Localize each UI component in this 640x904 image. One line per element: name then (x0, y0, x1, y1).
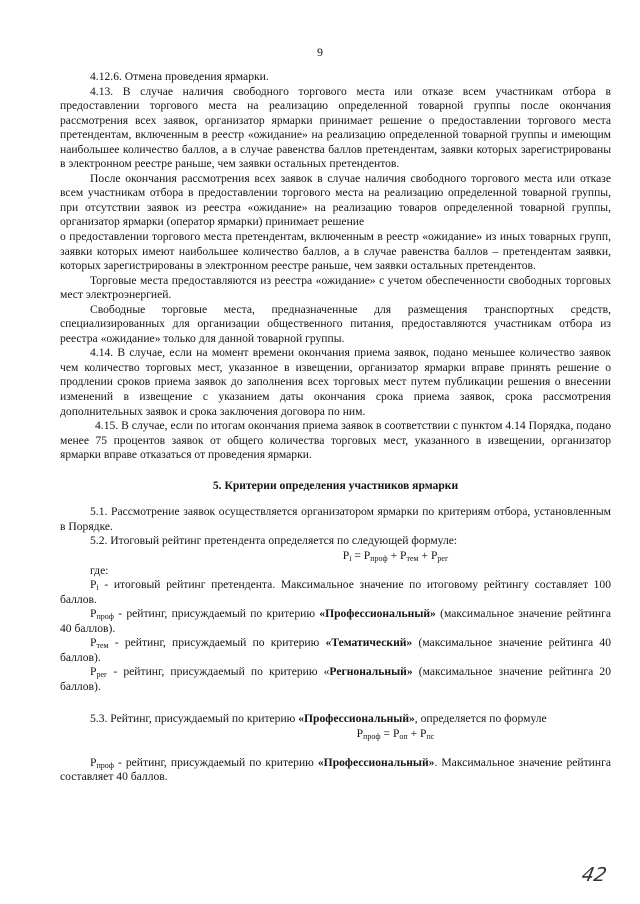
definition-p-i: $P_i$ - итоговый рейтинг претендента. Максимальное значение по итоговому рейтингу составляет 100 баллов. (60, 578, 611, 606)
paragraph-torg: Торговые места предоставляются из реестра «ожидание» с учетом обеспеченности свободных торговых мест электроэнергией. (60, 273, 611, 302)
handwritten-page-number: 42 (579, 864, 609, 886)
paragraph-4-15: 4.15. В случае, если по итогам окончания приема заявок в соответствии с пунктом 4.14 Порядка, подано менее 75 процентов заявок от общего количества торговых мест, указанного в извещении, организатор ярмарки вправе отказаться от проведения ярмарки. (60, 419, 611, 462)
formula-sub-prof: проф (370, 553, 388, 563)
paragraph-after-2: о предоставлении торгового места претендентам, включенным в реестр «ожидание» из иных товарных групп, заявки которых имеют наибольшее количество баллов, а в случае равенства баллов – претендентам заявки, которых зарегистрированы в электронном реестре раньше, чем заявки остальных претендентов. (60, 230, 611, 273)
paragraph-4-13: 4.13. В случае наличия свободного торгового места или отказе всем участникам отбора в предоставлении торгового места на реализацию определенной товарной группы после окончания рассмотрения всех заявок, организатор ярмарки принимает решение о предоставлении торгового места претендентам, включенным в реестр «ожидание» на реализацию определенной товарной группы и имеющим наибольшее количество баллов, а в случае равенства баллов претендентам, заявки которых зарегистрированы в электронном реестре раньше, чем заявки остальных претендентов. (60, 84, 611, 171)
formula-p: P (430, 548, 438, 562)
definition-p-tem: $P_{тем}$ - рейтинг, присуждаемый по критерию «Тематический» (максимальное значение рейтинга 40 баллов). (60, 636, 611, 664)
definition-p-prof-2: $P_{проф}$ - рейтинг, присуждаемый по критерию «Профессиональный». Максимальное значение рейтинга составляет 40 баллов. (60, 755, 611, 784)
paragraph-5-3: 5.3. Рейтинг, присуждаемый по критерию «Профессиональный», определяется по формуле (90, 712, 547, 726)
paragraph-4-12-6: 4.12.6. Отмена проведения ярмарки. (90, 70, 269, 83)
formula-plus: + (418, 548, 431, 562)
formula-sub-i: i (349, 553, 352, 563)
document-body (60, 70, 611, 785)
paragraph-5-1: 5.1. Рассмотрение заявок осуществляется организатором ярмарки по критериям отбора, установленным в Порядке. (60, 505, 611, 533)
paragraph-4-14: 4.14. В случае, если на момент времени окончания приема заявок, подано меньшее количество заявок чем количество торговых мест, указанное в извещении, организатор ярмарки вправе принять решение о продлении сроков приема заявок до заполнения всех торговых мест путем публикации решения о внесении изменений в извещение с указанием даты окончания срока приема заявок, срока рассмотрения дополнительных заявок и срока заключения договора по ним. (60, 346, 611, 418)
formula-plus: + (387, 548, 401, 562)
formula-prof-rating: $P_{проф} = P_{оп} + P_{пс}$ (356, 726, 435, 741)
formula-total-rating (60, 549, 611, 564)
paragraph-after-1: После окончания рассмотрения всех заявок в случае наличия свободного торгового места или отказе всем участникам отбора в предоставлении торгового места на реализацию определенной товарной группы, при отсутствии заявок из реестра «ожидание» на реализацию товаров определенной товарной группы, организатор ярмарки (оператор ярмарки) принимает решение (60, 171, 611, 229)
page-number: 9 (317, 45, 323, 59)
definition-p-prof: $P_{проф}$ - рейтинг, присуждаемый по критерию «Профессиональный» (максимальное значение рейтинга 40 баллов). (60, 607, 612, 635)
formula-p: P (342, 548, 350, 562)
formula-p: P (363, 548, 371, 562)
formula-sub-tem: тем (406, 553, 419, 563)
paragraph-5-2: 5.2. Итоговый рейтинг претендента определяется по следующей формуле: (90, 534, 458, 548)
definition-p-reg: $P_{рег}$ - рейтинг, присуждаемый по критерию «Регнональный» (максимальное значение рейтинга 20 баллов). (60, 665, 611, 693)
where-label: где: (90, 563, 109, 577)
paragraph-free: Свободные торговые места, предназначенные для размещения транспортных средств, специализированных для организации общественного питания, предоставляются участникам отбора из реестра «ожидание» только для данной товарной группы. (60, 302, 611, 345)
formula-eq: = (351, 548, 364, 562)
formula-p: P (400, 548, 407, 562)
section-heading-5: 5. Критерии определения участников ярмарки (212, 478, 459, 492)
formula-sub-reg: рег (437, 553, 449, 563)
